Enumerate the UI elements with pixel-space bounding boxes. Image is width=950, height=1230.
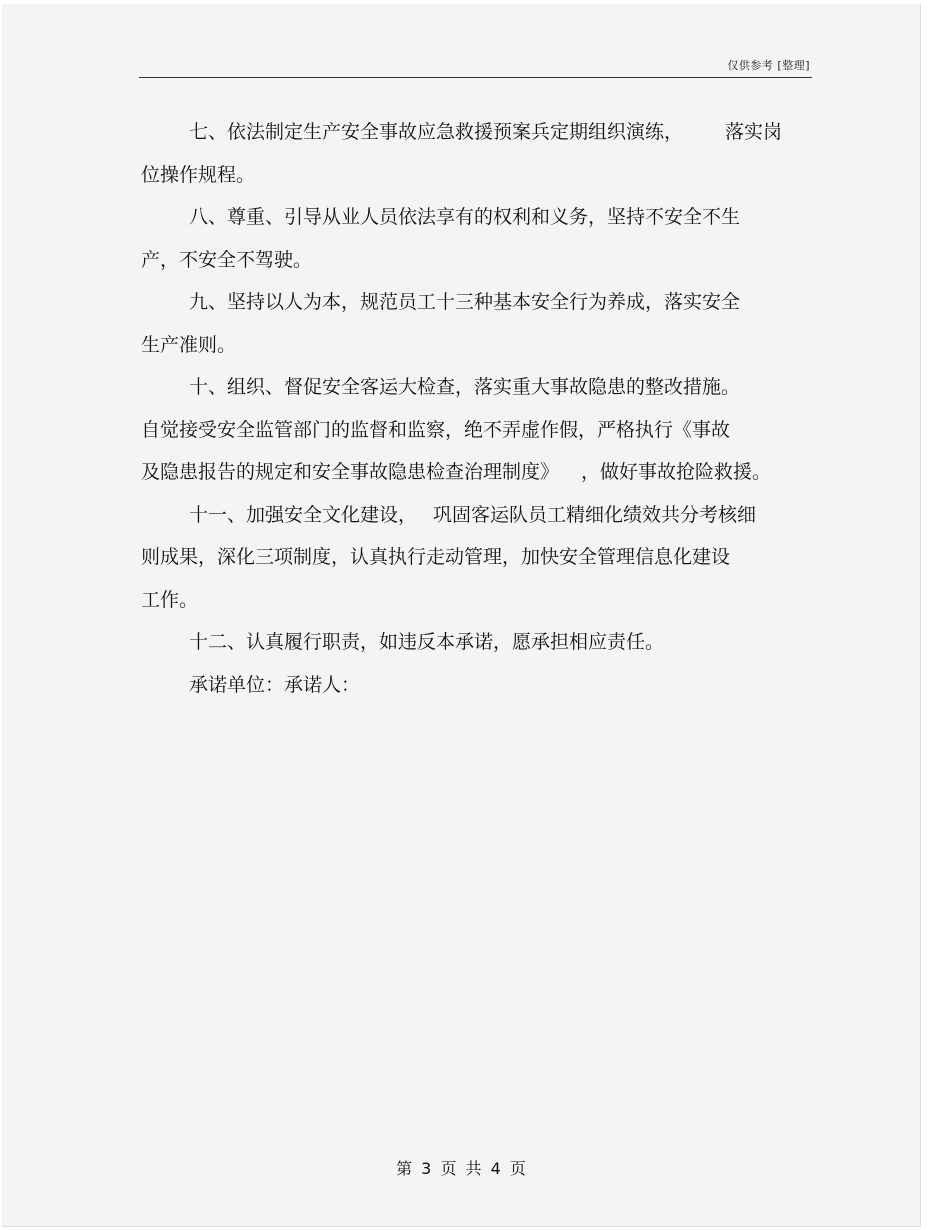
paragraph-line: 八、尊重、引导从业人员依法享有的权利和义务，坚持不安全不生 — [189, 206, 741, 228]
paragraph-line: 十二、认真履行职责，如违反本承诺，愿承担相应责任。 — [189, 631, 665, 653]
paragraph-9 — [141, 281, 821, 366]
paragraph-10 — [141, 366, 821, 494]
paragraph-line: 工作。 — [141, 588, 199, 611]
paragraph-line: 生产准则。 — [141, 333, 237, 356]
paragraph-12 — [141, 621, 821, 664]
paragraph-line: 九、坚持以人为本，规范员工十三种基本安全行为养成，落实安全 — [189, 291, 741, 313]
paragraph-line: 则成果，深化三项制度，认真执行走动管理，加快安全管理信息化建设 — [141, 546, 731, 568]
paragraph-line: 七、依法制定生产安全事故应急救援预案兵定期组织演练， 落实岗 — [189, 121, 783, 143]
paragraph-8 — [141, 196, 821, 281]
paragraph-line: 承诺单位：承诺人： — [189, 673, 361, 696]
header-rule — [139, 77, 812, 78]
paragraph-7 — [141, 111, 821, 196]
document-page — [2, 4, 921, 1227]
paragraph-line: 十一、加强安全文化建设， 巩固客运队员工精细化绩效共分考核细 — [189, 503, 757, 526]
page-footer: 第 3 页 共 4 页 — [396, 1159, 526, 1178]
page-header: 仅供参考 [整理] — [727, 59, 810, 72]
paragraph-line: 位操作规程。 — [141, 163, 256, 186]
paragraph-line: 十、组织、督促安全客运大检查，落实重大事故隐患的整改措施。 — [189, 376, 741, 398]
paragraph-line: 产，不安全不驾驶。 — [141, 248, 313, 271]
document-body — [141, 111, 821, 706]
paragraph-line: 及隐患报告的规定和安全事故隐患检查治理制度》 ，做好事故抢险救援。 — [141, 461, 772, 483]
signature-line — [141, 664, 821, 707]
paragraph-line: 自觉接受安全监管部门的监督和监察，绝不弄虚作假，严格执行《事故 — [141, 418, 731, 441]
paragraph-11 — [141, 494, 821, 622]
